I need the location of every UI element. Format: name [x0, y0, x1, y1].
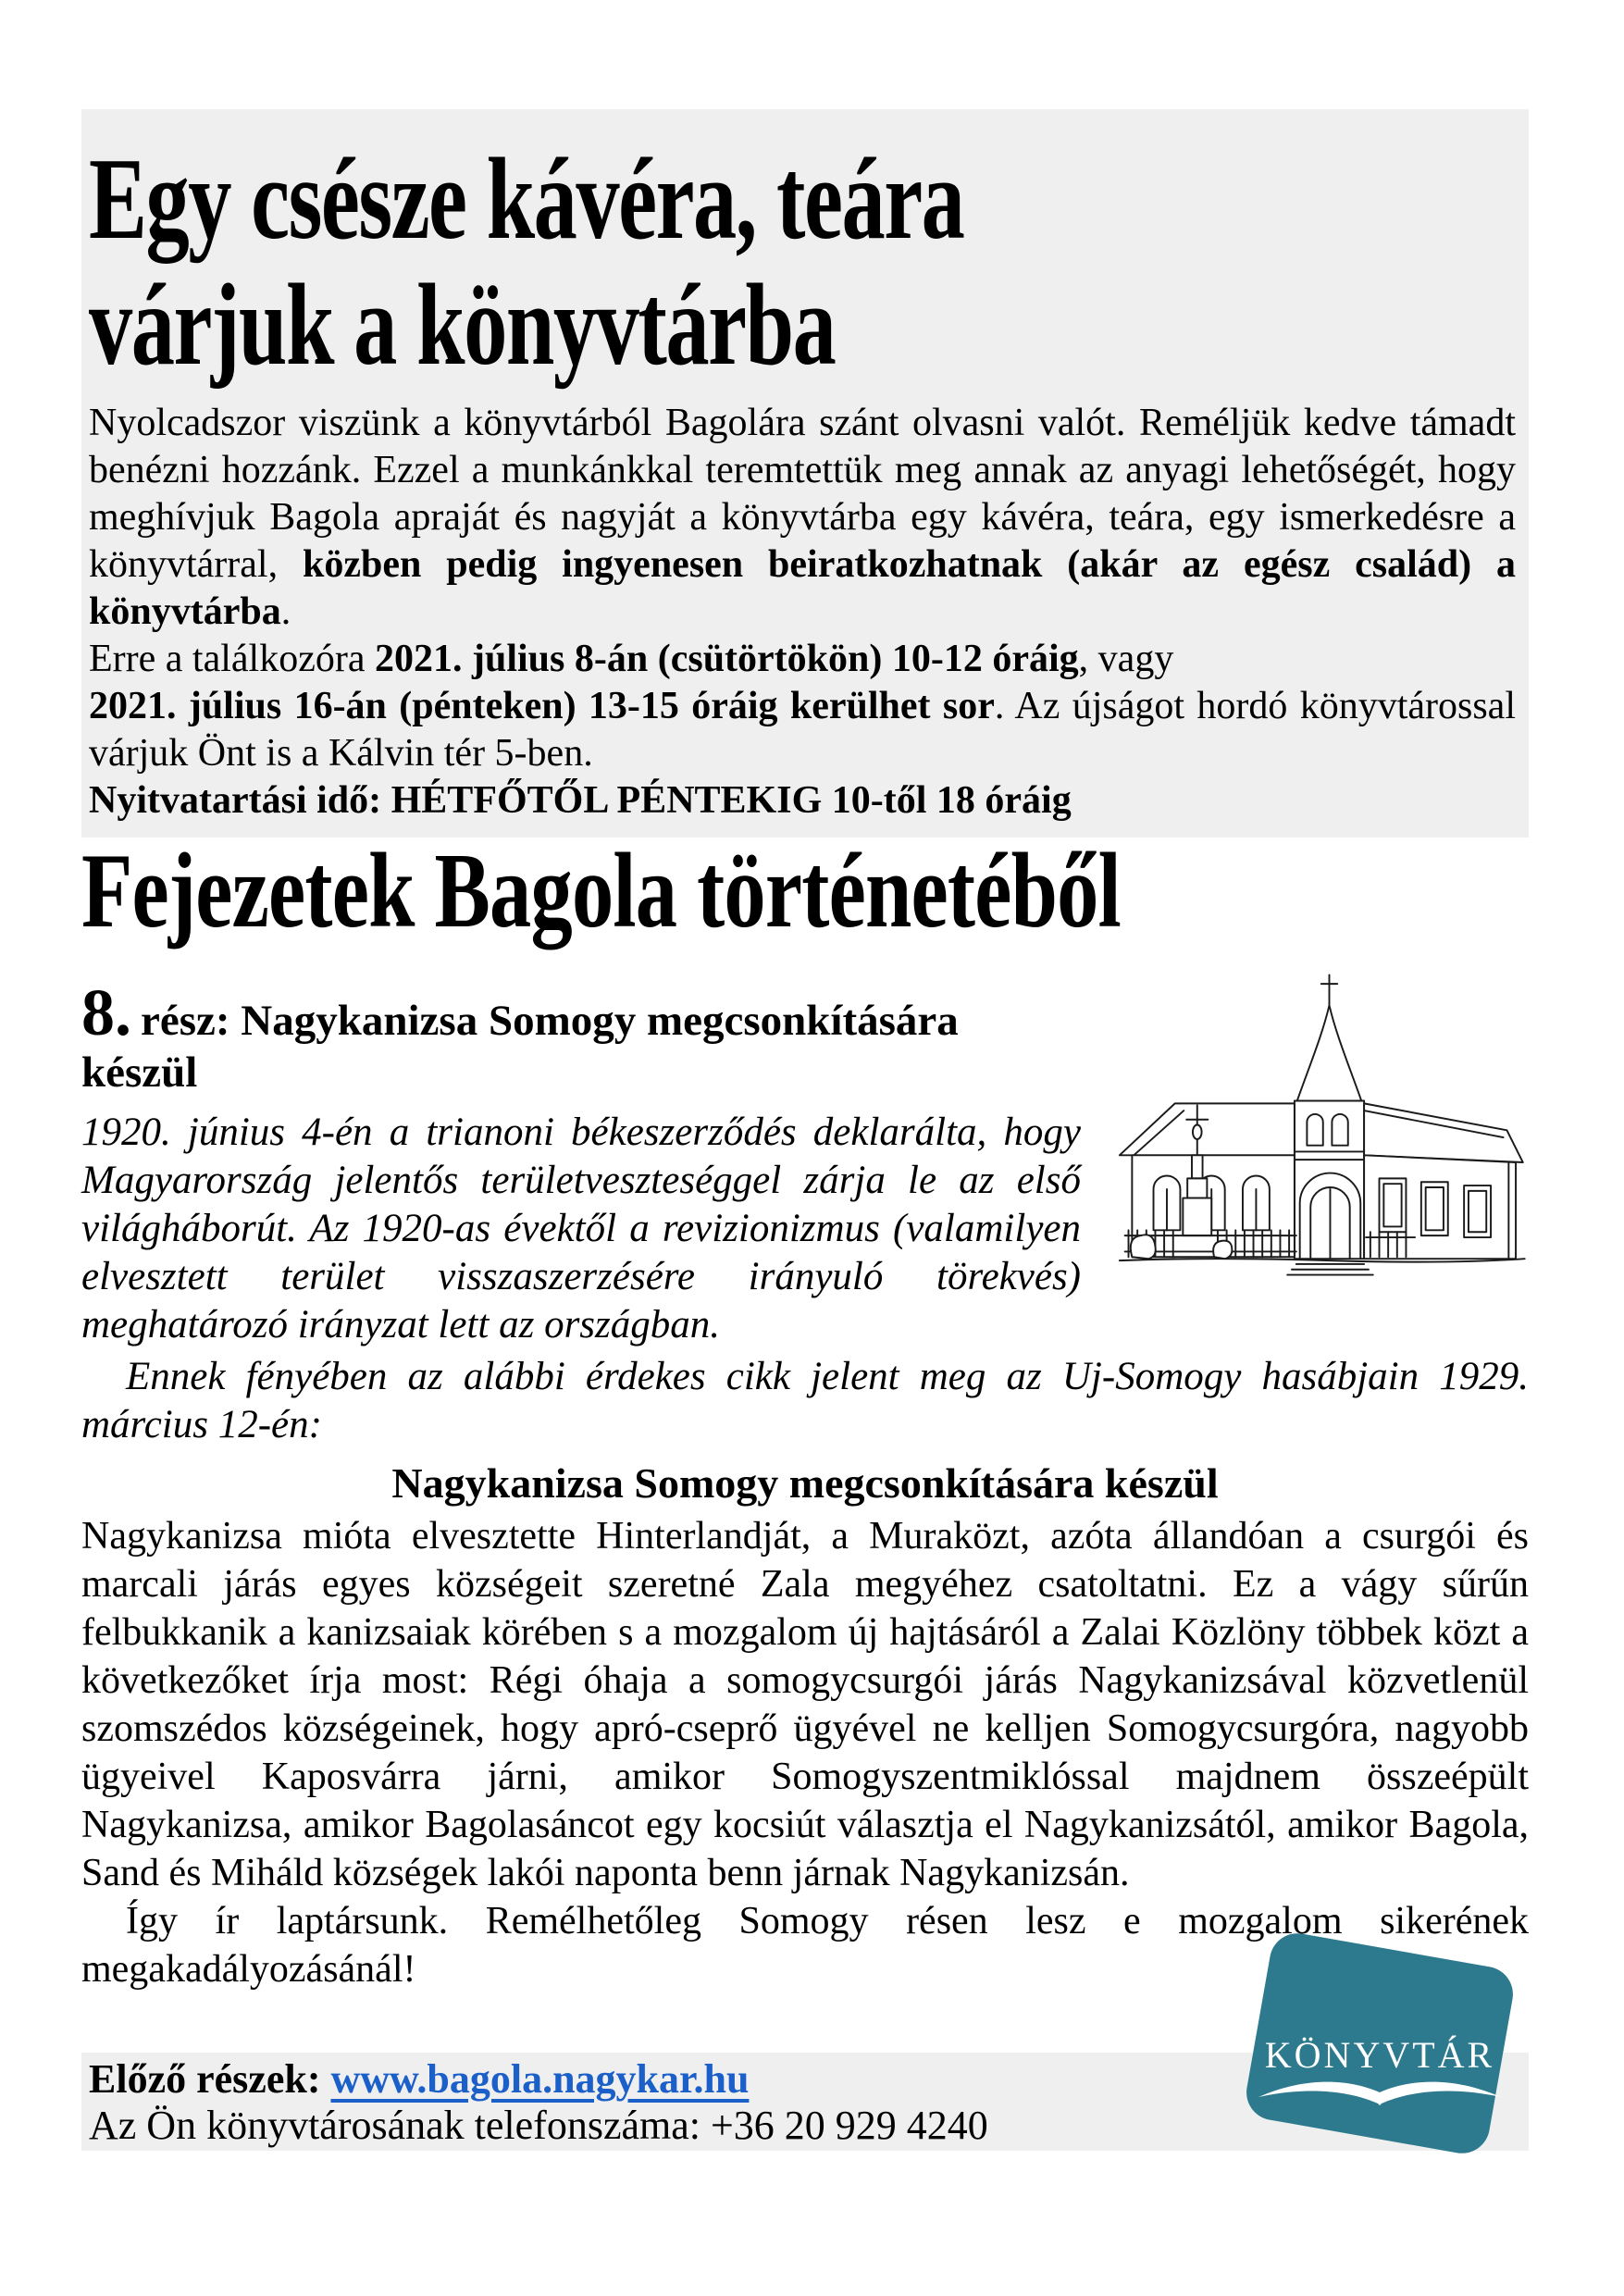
schedule-date2: 2021. július 16-án (pénteken) 13-15 óráig kerülhet sor — [89, 685, 995, 727]
article-paragraph-2: Így ír laptársunk. Remélhetőleg Somogy résen lesz e mozgalom sikerének megakadályozásánál! — [81, 1900, 1529, 1991]
opening-hours: Nyitvatartási idő: HÉTFŐTŐL PÉNTEKIG 10-től 18 óráig — [89, 779, 1072, 822]
part-title: rész: Nagykanizsa Somogy megcsonkítására készül — [81, 997, 959, 1097]
intro-bold-run: közben pedig ingyenesen beiratkozhatnak (akár az egész család) a könyvtárba — [89, 543, 1516, 633]
intro-paragraph — [89, 400, 1516, 636]
schedule-text-run3: . Az újságot hordó könyvtárossal várjuk Önt is a Kálvin tér 5-ben. — [89, 685, 1516, 775]
intro-text-run: Nyolcadszor viszünk a könyvtárból Bagolára szánt olvasni valót. Reméljük kedve támadt benézni hozzánk. Ezzel a munkánkkal teremtettük meg annak az anyagi lehetőségét, hogy meghívjuk Bagola apraját és nagyját a könyvtárba egy kávéra, teára, egy ismerkedésre a könyvtárral, — [89, 402, 1516, 586]
intro-italic-paragraph-2: Ennek fényében az alábbi érdekes cikk jelent meg az Uj-Somogy hasábjain 1929. március 12-én: — [81, 1355, 1529, 1446]
schedule-date1: 2021. július 8-án (csütörtökön) 10-12 óráig — [374, 638, 1079, 680]
intro-period: . — [280, 590, 291, 633]
part-number: 8. — [81, 975, 131, 1049]
page-title — [89, 137, 1159, 389]
article-paragraph-1: Nagykanizsa mióta elvesztette Hinterlandját, a Muraközt, azóta állandóan a csurgói és marcali járás egyes községeit szeretné Zala megyéhez csatoltatni. Ez a vágy sűrűn felbukkanik a kanizsaiak körében s a mozgalom új hajtásáról a Zalai Közlöny többek közt a következőket írja most: Régi óhaja a somogycsurgói járás Nagykanizsával közvetlenül szomszédos községeinek, hogy apró-cseprő ügyével ne kelljen Somogycsurgóra, nagyobb ügyeivel Kaposvárra járni, amikor Somogyszentmiklóssal majdnem összeépült Nagykanizsa, amikor Bagolasáncot egy kocsiút választja el Nagykanizsától, amikor Bagola, Sand és Miháld községek lakói naponta benn járnak Nagykanizsán. — [81, 1515, 1529, 1894]
article-heading: Nagykanizsa Somogy megcsonkítására készül — [391, 1459, 1219, 1507]
intro-italic-paragraph: 1920. június 4-én a trianoni békeszerződés deklarálta, hogy Magyarország jelentős területveszteséggel zárja le az első világháborút. Az 1920-as évektől a revizionizmus (valamilyen elvesztett terület visszaszerzésére irányuló törekvés) meghatározó irányzat lett az országban. — [81, 1111, 1081, 1347]
librarian-phone: Az Ön könyvtárosának telefonszáma: +36 20 929 4240 — [89, 2103, 988, 2148]
previous-parts-label: Előző részek: — [89, 2056, 331, 2102]
page-title-line1: Egy csésze kávéra, teára — [89, 135, 964, 264]
schedule-text-run: Erre a találkozóra — [89, 638, 375, 680]
history-story — [81, 953, 1529, 1993]
page-title-line2: várjuk a könyvtárba — [89, 261, 836, 390]
header-panel — [81, 109, 1529, 838]
church-illustration — [1105, 962, 1529, 1288]
previous-parts-link[interactable]: www.bagola.nagykar.hu — [330, 2056, 750, 2102]
logo-text: KÖNYVTÁR — [1264, 2034, 1495, 2076]
library-logo — [1231, 1930, 1529, 2157]
church-cross-icon — [1321, 975, 1337, 1006]
section-title: Fejezetek Bagola történetéből — [81, 832, 1122, 950]
schedule-paragraph — [89, 636, 1516, 777]
schedule-text-run2: , vagy — [1078, 638, 1174, 680]
